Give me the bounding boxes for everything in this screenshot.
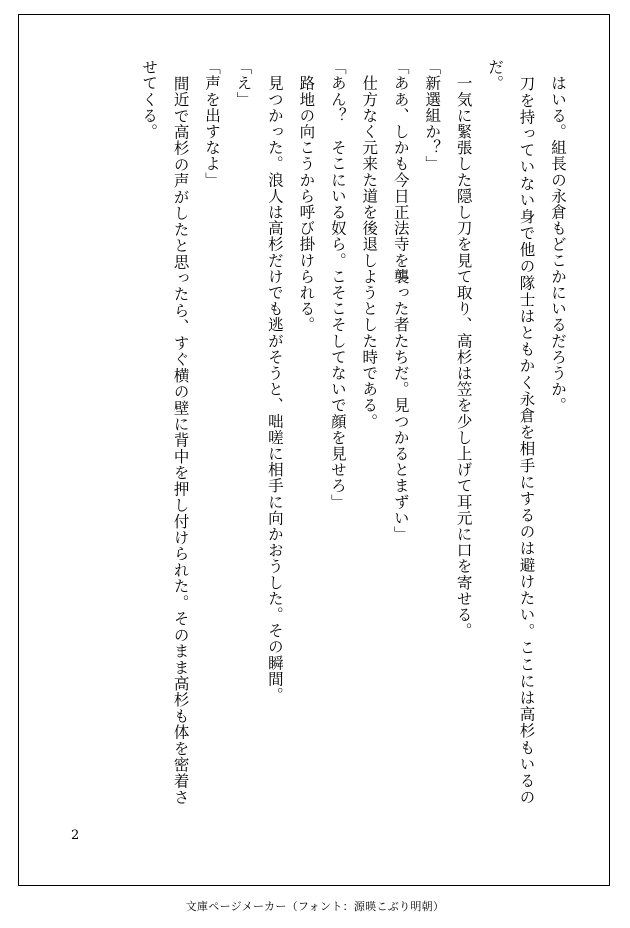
paragraph: 「え」: [234, 59, 253, 108]
vertical-text-body: [59, 59, 573, 805]
page-number: 2: [71, 828, 80, 843]
paragraph: はいる。組長の永倉もどこかにいるだろうか。: [549, 59, 567, 414]
paragraph: 見つかった。浪人は高杉だけでも逃がそうと、咄嗟に相手に向かおうした。その瞬間。: [265, 59, 284, 703]
paragraph: 「ああ、しかも今日正法寺を襲った者たちだ。見つかるとまずい」: [391, 59, 410, 542]
paragraph: 「新選組か？」: [423, 59, 442, 172]
paragraph: 間近で高杉の声がしたと思ったら、すぐ横の壁に背中を押し付けられた。そのまま高杉も体を密着させてくる。: [140, 59, 190, 805]
paragraph: 路地の向こうから呼び掛けられる。: [297, 59, 316, 333]
footer-credit: 文庫ページメーカー（フォント：源暎こぶり明朝）: [185, 900, 445, 913]
paragraph: 仕方なく元来た道を後退しようとした時である。: [360, 59, 379, 430]
paragraph: 「あん？ そこにいる奴ら。こそこそしてないで顔を見せろ」: [328, 59, 347, 510]
paragraph: 一気に緊張した隠し刀を見て取り、高杉は笠を少し上げて耳元に口を寄せる。: [454, 59, 473, 639]
paragraph: 「声を出すなよ」: [203, 59, 222, 188]
paragraph: 刀を持っていない身で他の隊士はともかく永倉を相手にするのは避けたい。ここには高杉もいるのだ。: [486, 59, 536, 805]
novel-page: [18, 14, 610, 886]
